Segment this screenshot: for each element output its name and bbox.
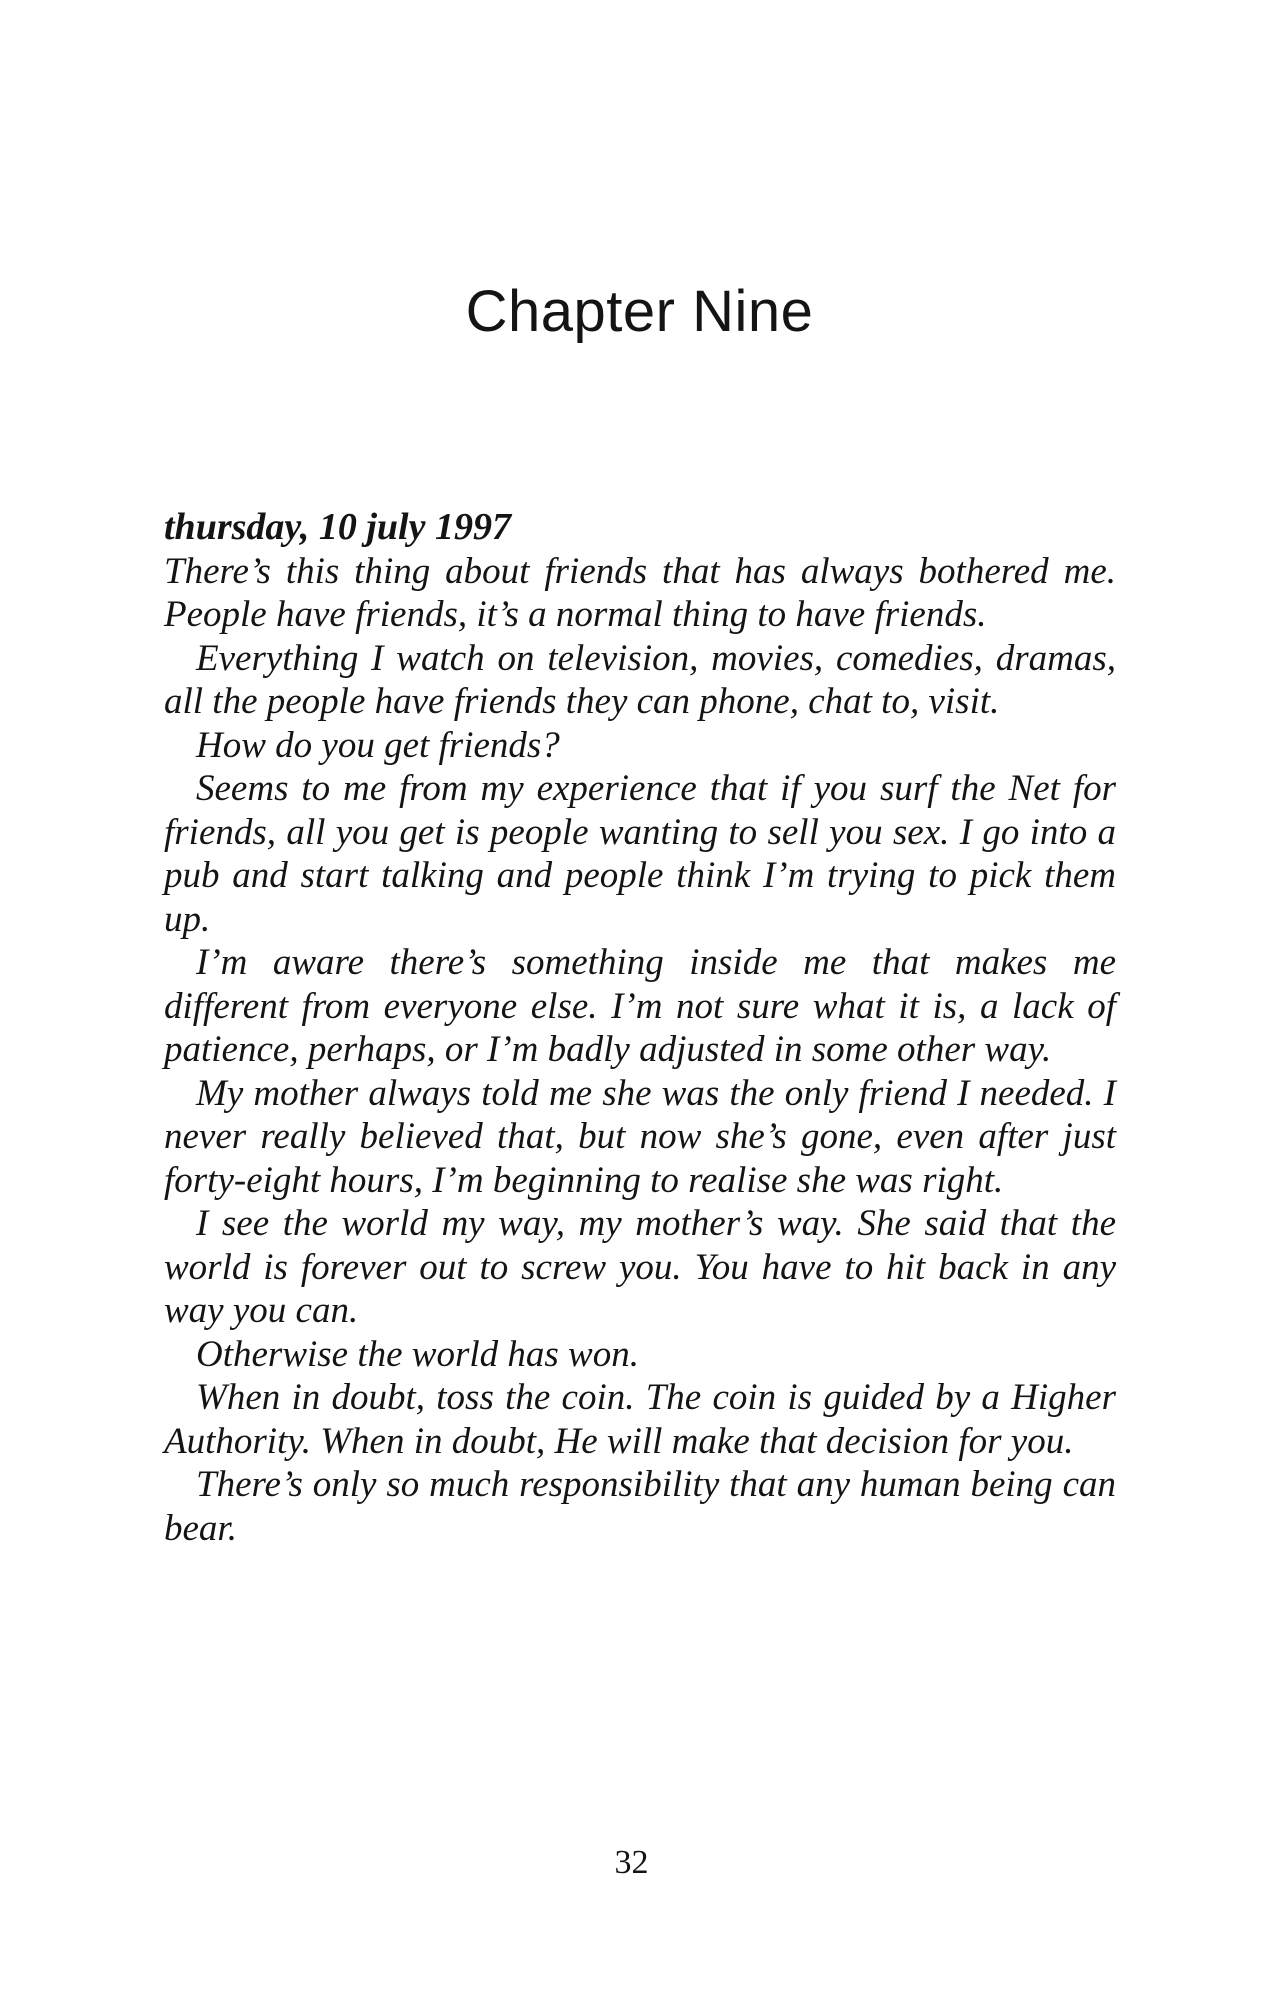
paragraph: Otherwise the world has won. [196, 1333, 639, 1375]
paragraph: I’m aware there’s something inside me that makes me different from everyone else. I’m not sure what it is, a lack of patience, perhaps, or I’m badly adjusted in some other way. [164, 942, 1116, 1070]
diary-entry [164, 506, 1116, 1550]
paragraph: When in doubt, toss the coin. The coin is guided by a Higher Authority. When in doubt, He will make that decision for you. [164, 1377, 1116, 1462]
chapter-title: Chapter Nine [465, 279, 814, 344]
paragraph: There’s only so much responsibility that any human being can bear. [164, 1464, 1116, 1549]
page-number: 32 [614, 1844, 649, 1881]
entry-date: thursday, 10 july 1997 [164, 506, 511, 548]
paragraph: How do you get friends? [196, 724, 560, 766]
paragraph: Seems to me from my experience that if you surf the Net for friends, all you get is people wanting to sell you sex. I go into a pub and start talking and people think I’m trying to pick them up. [164, 768, 1116, 940]
paragraph: My mother always told me she was the only friend I needed. I never really believed that, but now she’s gone, even after just forty-eight hours, I’m beginning to realise she was right. [164, 1072, 1116, 1201]
paragraph: There’s this thing about friends that has always bothered me. People have friends, it’s a normal thing to have friends. [164, 550, 1116, 635]
paragraph: Everything I watch on television, movies, comedies, dramas, all the people have friends they can phone, chat to, visit. [164, 637, 1116, 722]
paragraph: I see the world my way, my mother’s way. She said that the world is forever out to screw you. You have to hit back in any way you can. [164, 1203, 1116, 1331]
